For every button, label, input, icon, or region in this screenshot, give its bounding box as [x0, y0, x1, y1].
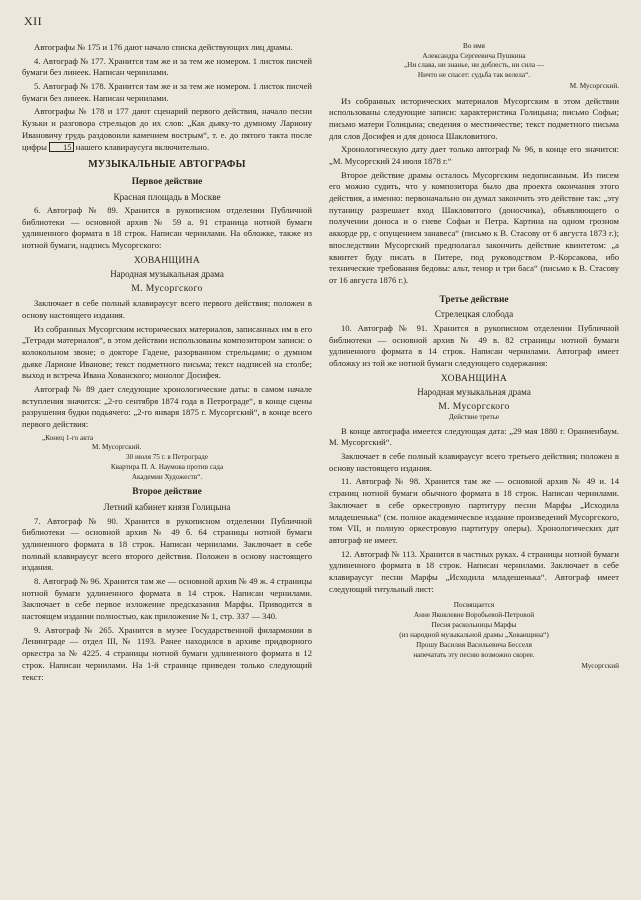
dedication-signature: Мусоргский [581, 661, 619, 670]
paragraph: Из собранных исторических материалов Мусоргским в этом действии использованы следующие записи: характеристика Голицына; письмо Софьи; письмо матери Голицына; сведения о местничестве; текст подметного письма для слов Досифея и для доноса Шакловитого. [329, 95, 619, 141]
paragraph: 8. Автограф № 96. Хранится там же — основной архив № 49 ж. 4 страницы нотной бумаги удлиненного формата в 14 строк. Написан чернилами. Заключает в себе первое изложение предсказания Марфы. Приводится в настоящем издании полностью, как приложение № 1, стр. 337 — 340. [22, 576, 312, 622]
quote-line: „Ни слава, ни знанье, ни доблесть, ни сила — [403, 61, 544, 70]
act-place: Красная площадь в Москве [113, 191, 221, 202]
paragraph: 9. Автограф № 265. Хранится в музее Государственной филармонии в Ленинграде — отдел III, № 1193. Ранее находился в архиве придворного оркестра за № 4225. 4 страницы нотной бумаги удлиненного формата в 12 строк. Написан чернилами. На 1-й странице приведен только следующий текст: [22, 624, 312, 682]
dedication-line: Песня раскольницы Марфы [431, 621, 517, 630]
paragraph-text: нашего клавираусуга включительно. [75, 141, 210, 152]
paragraph: Хронологическую дату дает только автограф № 96, в конце его значится: „М. Мусоргский 24 июля 1878 г.“ [329, 144, 619, 167]
act-title: Второе действие [132, 487, 202, 498]
paragraph: 6. Автограф № 89. Хранится в рукописном отделении Публичной библиотеки — основной архив № 59 а. 91 страница нотной бумаги удлиненного формата в 18 строк. Написан чернилами. На обложке, также из нотной бумаги, надпись Мусоргского: [22, 205, 312, 251]
quote-line: Квартира П. А. Наумова против сада [110, 462, 224, 471]
cover-title: ХОВАНЩИНА [133, 254, 201, 266]
paragraph: В конце автографа имеется следующая дата: „29 мая 1880 г. Ораниенбаум. М. Мусоргский“. [329, 425, 619, 448]
dedication-line: Анне Яковлевне Воробьевой-Петровой [413, 611, 535, 620]
boxed-rehearsal-number: 15 [49, 142, 74, 153]
act-place: Летний кабинет князя Голицына [103, 502, 231, 513]
paragraph [22, 106, 312, 153]
quote-block [329, 42, 619, 92]
paragraph: Второе действие драмы осталось Мусоргским недописанным. Из писем его можно судить, что у композитора было два проекта окончания этого действия, а именно: первоначально он думал закончить это действие так: „эту путаницу разрешает вход Шакловитого (доносчика), объявляющего о получении доноса и о гневе Софьи и Петра. Картина на одном грозном аккорде pp, с опущением занавеса“ (письмо к В. Стасову от 6 августа 1873 г.); впоследствии Мусоргский предполагал закончить действие квинтетом: „а квинтет буду писать в Питере, под руководством Р.-Корсакова, ибо технические требования бедовы: альт, тенор и три баса“ (письмо к В. Стасову от 16 августа 1876 г.). [329, 169, 619, 285]
quote-line: 30 июля 75 г. в Петрограде [126, 453, 208, 462]
paragraph: Автографы № 175 и 176 дают начало списка действующих лиц драмы. [34, 42, 293, 52]
paragraph: 10. Автограф № 91. Хранится в рукописном отделении Публичной библиотеки — основной архив № 49 в. 82 страницы нотной бумаги удлиненного формата в 14 строк. Написан чернилами. Автограф имеет обложку из той же нотной бумаги следующего содержания: [329, 322, 619, 368]
page-number: XII [24, 14, 43, 28]
quote-line: Александра Сергеевича Пушкина [422, 51, 526, 60]
right-column [329, 42, 619, 890]
act-title: Третье действие [439, 294, 509, 305]
dedication-line: (из народной музыкальной драмы „Хованщина“) [399, 631, 549, 640]
paragraph: 11. Автограф № 98. Хранится там же — основной архив № 49 и. 14 страниц нотной бумаги обычного формата в 18 строк. Написан чернилами. Заключает в себе оркестровую партитуру песни Марфы „Исходила младешенька“ (см. полное академическое издание произведений Мусоргского, том VII, и полную оркестровую партитуру оперы). Хронологических дат автограф не имеет. [329, 476, 619, 545]
paragraph: Из собранных Мусоргским исторических материалов, записанных им в его „Тетради материалов“, в этом действии использованы композитором записи: о колокольном звоне; о докторе Гадене, разорванном стрельцами; о думном дьяке Ларионе Иванове; текст подметного письма; текст надписей на столбе; выход и встреча Ивана Хованского; монолог Досифея. [22, 323, 312, 381]
paragraph: 5. Автограф № 178. Хранится там же и за тем же номером. 1 листок писчей бумаги без линеек. Написан чернилами. [22, 81, 312, 103]
paragraph: Автограф № 89 дает следующие хронологические даты: в самом начале вступления значится: „2-го сентября 1874 года в Петрограде“, в конце сцены разрушения будки подьячего: „2-го января 1875 г. Мусоргский“, в конце всего первого действия: [22, 383, 312, 430]
cover-author: М. Мусоргского [438, 400, 510, 412]
cover-author: М. Мусоргского [131, 283, 203, 295]
act-place: Стрелецкая слобода [434, 309, 514, 320]
quote-line: „Конец 1-го акта [42, 433, 94, 442]
dedication-line: напечатать эту песню возможно скорее. [413, 651, 535, 659]
section-title: МУЗЫКАЛЬНЫЕ АВТОГРАФЫ [88, 159, 246, 171]
text-columns [22, 42, 619, 890]
paragraph: Заключает в себе полный клавираусуг всего третьего действия; положен в основу настоящего издания. [329, 451, 619, 473]
cover-subtitle: Народная музыкальная драма [110, 268, 224, 279]
dedication-line: Прошу Василия Васильевича Бесселя [416, 641, 532, 650]
quote-line: Академии Художеств“. [131, 472, 203, 481]
paragraph: 4. Автограф № 177. Хранится там же и за тем же номером. 1 листок писчей бумаги без линеек. Написан чернилами. [22, 55, 312, 78]
cover-subtitle: Народная музыкальная драма [417, 386, 531, 397]
dedication-line: Посвящается [453, 601, 495, 610]
quote-line: М. Мусоргский. [92, 443, 142, 452]
quote-block [22, 434, 312, 483]
dedication-block [329, 601, 619, 672]
paragraph: 7. Автограф № 90. Хранится в рукописном отделении Публичной библиотеки — основной архив № 49 б. 64 страницы нотной бумаги удлиненного формата в 18 строк. Написан чернилами. Заключает в себе полный клавираусуг всего второго действия. Положен в основу настоящего издания. [22, 515, 312, 573]
left-column [22, 42, 312, 890]
cover-act: Действие третье [448, 412, 500, 421]
quote-line: Ничто не спасет: судьба так велела“. [417, 71, 531, 80]
paragraph: Заключает в себе полный клавираусуг всего первого действия; положен в основу настоящего издания. [22, 298, 312, 320]
quote-line: Во имя [463, 42, 485, 50]
cover-title: ХОВАНЩИНА [440, 372, 508, 384]
quote-signature: М. Мусоргский. [569, 81, 619, 90]
act-title: Первое действие [131, 176, 203, 187]
paragraph-text: Автографы № 178 и 177 дают сценарий первого действия, начало песни Кузьки и разговора стрельцов до их слов: „Как дьяку-то думному Лариону Ивановичу грудь раздовоили камением вострым“, т. е. до пятого такта после цифры [22, 106, 312, 152]
paragraph: 12. Автограф № 113. Хранится в частных руках. 4 страницы нотной бумаги удлиненного формата в 18 строк. Написан чернилами. Заключает в себе клавираусуг песни Марфы „Исходила младешенька“. Автограф имеет следующий титульный лист: [329, 548, 619, 594]
